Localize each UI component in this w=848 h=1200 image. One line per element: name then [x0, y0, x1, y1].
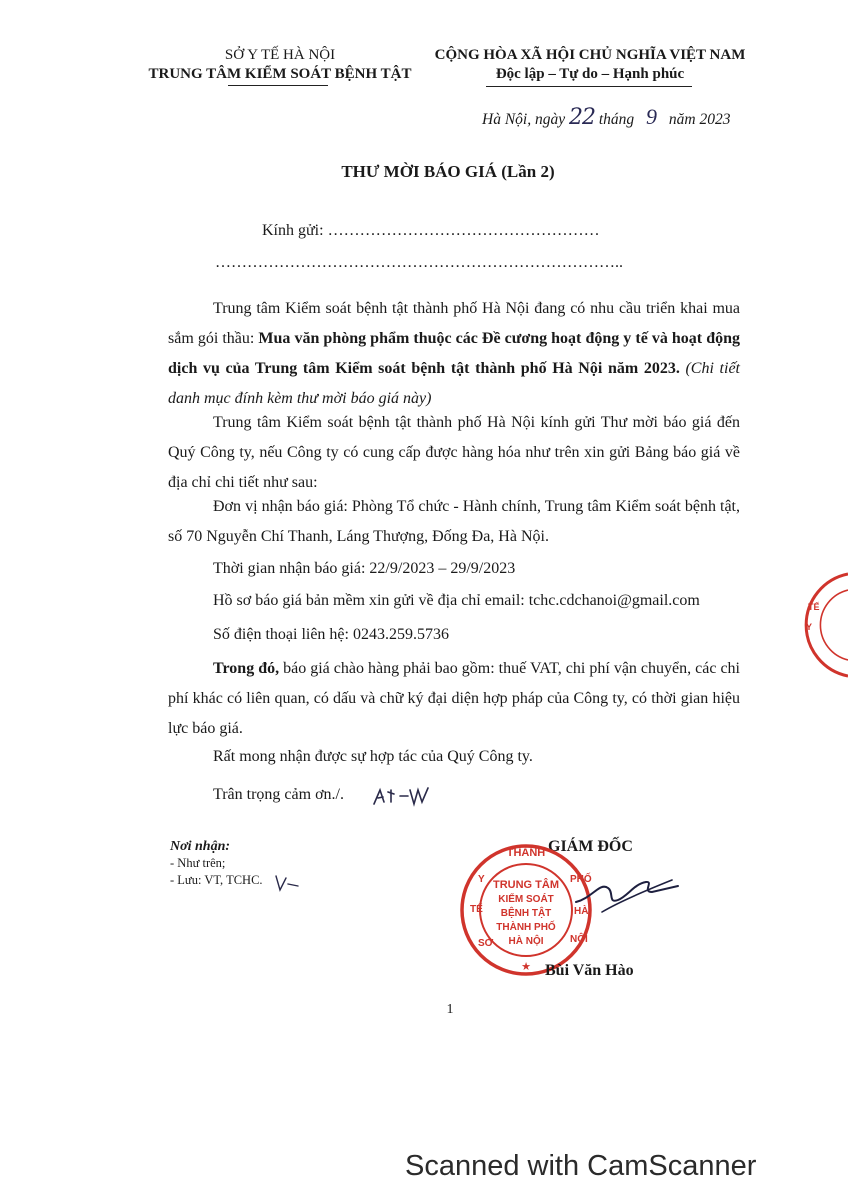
distribution-item-2: - Lưu: VT, TCHC. [170, 873, 263, 887]
national-motto: Độc lập – Tự do – Hạnh phúc [495, 66, 685, 82]
issuer-org: TRUNG TÂM KIỂM SOÁT BỆNH TẬT [148, 66, 412, 82]
svg-text:HÀ NỘI: HÀ NỘI [508, 936, 544, 947]
svg-text:TẾ: TẾ [808, 602, 820, 612]
phone-line: Số điện thoại liên hệ: 0243.259.5736 [213, 626, 449, 643]
distribution-label: Nơi nhận: [170, 839, 231, 854]
recipient-label: Kính gửi: [262, 222, 324, 239]
svg-text:KIỂM SOÁT: KIỂM SOÁT [498, 894, 554, 905]
svg-text:TẾ: TẾ [470, 904, 483, 915]
edge-seal-fragment [786, 570, 848, 680]
document-date [482, 104, 730, 130]
recipient-line [262, 222, 600, 240]
svg-text:BỆNH TẬT: BỆNH TẬT [500, 908, 552, 919]
svg-text:THÀNH: THÀNH [506, 847, 546, 859]
requirements-lead: Trong đó, [213, 660, 280, 677]
document-title: THƯ MỜI BÁO GIÁ (Lần 2) [341, 162, 555, 181]
date-month-word: tháng [598, 111, 635, 128]
cooperation-line: Rất mong nhận được sự hợp tác của Quý Công ty. [213, 748, 533, 765]
requirements-text: báo giá chào hàng phải bao gồm: thuế VAT, chi phí vận chuyển, các chi phí khác có liên quan, có dấu và chữ ký đại diện hợp pháp của Công ty, có thời gian hiệu lực báo giá. [168, 660, 740, 737]
invitation-text: Trung tâm Kiểm soát bệnh tật thành phố Hà Nội kính gửi Thư mời báo giá đến Quý Công ty, nếu Công ty có cung cấp được hàng hóa như trên xin gửi Bảng báo giá về địa chỉ chi tiết như sau: [168, 414, 740, 491]
svg-text:SỞ: SỞ [478, 938, 494, 949]
date-prefix: Hà Nội, ngày [482, 111, 566, 128]
intro-text: Trung tâm Kiểm soát bệnh tật thành phố Hà Nội đang có nhu cầu triển khai mua sắm gói thầu: [168, 300, 740, 347]
motto-underline [486, 86, 692, 87]
svg-text:THÀNH PHỐ: THÀNH PHỐ [496, 922, 556, 933]
package-name: Mua văn phòng phẩm thuộc các Đề cương hoạt động y tế và hoạt động dịch vụ của Trung tâm Kiểm soát bệnh tật thành phố Hà Nội năm 2023. [168, 330, 740, 377]
receive-period: Thời gian nhận báo giá: 22/9/2023 – 29/9/2023 [213, 560, 516, 577]
signer-position: GIÁM ĐỐC [548, 838, 633, 855]
paragraph-requirements [168, 654, 740, 744]
camscanner-watermark: Scanned with CamScanner [405, 1150, 757, 1182]
issuer-underline [228, 85, 328, 86]
paragraph-receiver-unit [168, 492, 740, 552]
recipient-dots: …………………………………………… [327, 222, 600, 239]
email-line: Hồ sơ báo giá bản mềm xin gửi về địa chỉ email: tchc.cdchanoi@gmail.com [213, 592, 700, 609]
national-name: CỘNG HÒA XÃ HỘI CHỦ NGHĨA VIỆT NAM [434, 47, 746, 63]
attachment-note: (Chi tiết danh mục đính kèm thư mời báo giá này) [168, 360, 740, 407]
date-month: 9 [646, 104, 658, 129]
paragraph-intro [168, 294, 740, 414]
page-number: 1 [446, 1002, 454, 1017]
date-year: năm 2023 [668, 111, 731, 128]
distribution-block [170, 838, 263, 889]
date-day: 22 [568, 105, 595, 130]
svg-text:PHỐ: PHỐ [570, 874, 592, 885]
recipient-dots-line2: ………………………………………………………………….. [215, 254, 623, 271]
svg-text:★: ★ [521, 961, 531, 973]
initials-signature [370, 782, 434, 810]
receiver-unit-text: Đơn vị nhận báo giá: Phòng Tổ chức - Hành chính, Trung tâm Kiểm soát bệnh tật, số 70 Nguyễn Chí Thanh, Láng Thượng, Đống Đa, Hà Nội. [168, 498, 740, 545]
archive-initial-mark [272, 872, 302, 894]
svg-text:NỘI: NỘI [570, 934, 588, 945]
national-motto-block [420, 46, 760, 84]
signer-name: Bùi Văn Hào [545, 962, 634, 979]
svg-text:Y: Y [478, 874, 485, 885]
issuer-ministry: SỞ Y TẾ HÀ NỘI [224, 47, 336, 63]
svg-text:TRUNG TÂM: TRUNG TÂM [493, 879, 559, 891]
director-signature [572, 862, 682, 922]
distribution-item-1: - Như trên; [170, 856, 226, 870]
thanks-line: Trân trọng cảm ơn./. [213, 786, 344, 803]
svg-text:Y: Y [806, 622, 813, 632]
svg-text:HÀ: HÀ [574, 906, 589, 917]
issuer-block [130, 46, 430, 84]
paragraph-invitation [168, 408, 740, 498]
